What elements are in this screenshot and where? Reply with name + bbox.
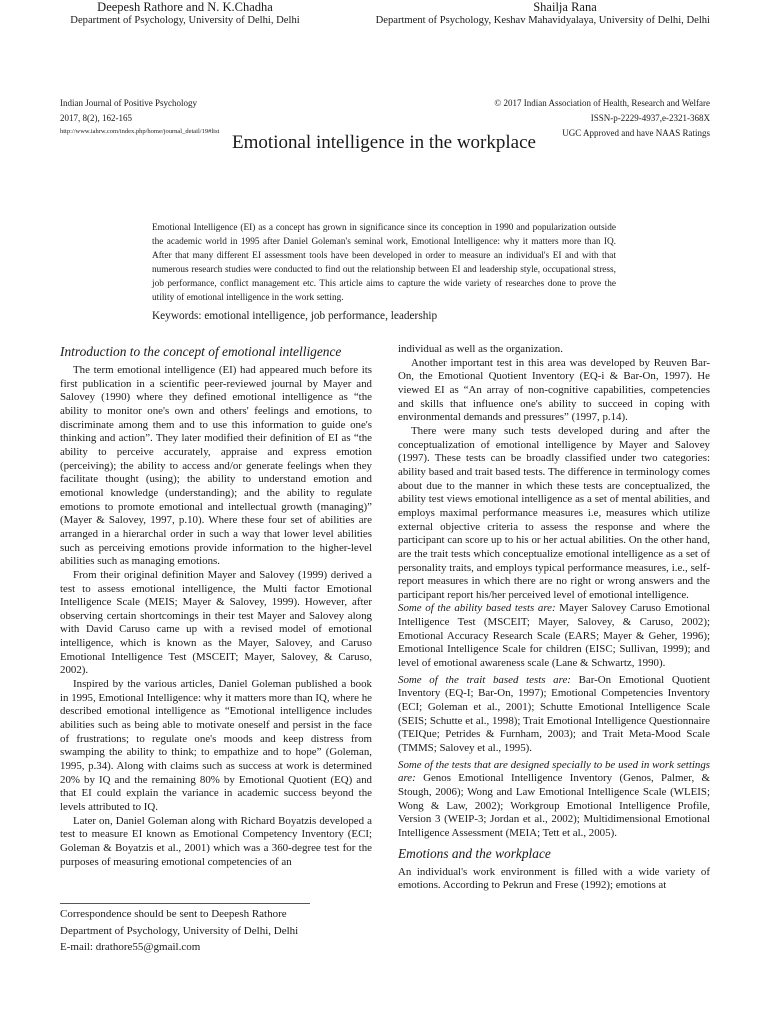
ratings: UGC Approved and have NAAS Ratings — [562, 128, 710, 138]
section-heading: Introduction to the concept of emotional intelligence — [60, 344, 342, 359]
trait-tests-paragraph — [398, 674, 710, 756]
author-block-2 — [330, 0, 710, 26]
footnote-line: Correspondence should be sent to Deepesh Rathore — [60, 908, 287, 920]
abstract: Emotional Intelligence (EI) as a concept has grown in significance since its conception in 1990 and popularization outside the academic world in 1995 after Daniel Goleman's seminal work, Emotional Intelligence: why it matters more than IQ. After that many different EI assessment tools have been developed in order to measure an individual's EI and with that numerous research studies were conducted to find out the relationship between EI and leadership style, occupational stress, job performance, conflict management etc. This article aims to capture the wide variety of researches done to prove the utility of emotional intelligence in the work setting. — [152, 223, 616, 303]
paragraph-text: Bar-On Emotional Quotient Inventory (EQ-I; Bar-On, 1997); Emotional Competencies Inventory (ECI; Goleman et al., 2001); Schutte Emotional Intelligence Scale (SEIS; Schutte et al., 1998); Trait Emotional Intelligence Questionnaire (TEIQue; Petrides & Furnham, 2003); and Trait Meta-Mood Scale (TMMS; Salovey et al., 1995). — [398, 673, 710, 755]
section-heading: Emotions and the workplace — [398, 845, 551, 861]
paragraph: Another important test in this area was developed by Reuven Bar-On, the Emotional Quotient Inventory (EQ-i & Bar-On, 1997). He viewed EI as “An array of non-cognitive capabilities, competencies and skills that influence one's ability to succeed in coping with environmental demands and pressures” (1997, p.14). — [398, 356, 710, 424]
left-column — [60, 343, 372, 869]
journal-name: Indian Journal of Positive Psychology — [60, 98, 197, 108]
author-affiliation: Department of Psychology, University of Delhi, Delhi — [70, 15, 300, 26]
author-affiliation: Department of Psychology, Keshav Mahavidyalaya, University of Delhi, Delhi — [375, 15, 710, 26]
journal-url: http://www.iahrw.com/index.php/home/journal_detail/19#list — [60, 128, 220, 135]
paragraph-lead: Some of the trait based tests are: — [398, 673, 571, 686]
copyright: © 2017 Indian Association of Health, Research and Welfare — [494, 98, 710, 108]
footnote-divider — [60, 903, 310, 904]
journal-issue: 2017, 8(2), 162-165 — [60, 113, 132, 123]
work-tests-paragraph — [398, 759, 710, 841]
paragraph-text: Genos Emotional Intelligence Inventory (Genos, Palmer, & Stough, 2006); Wong and Law Emotional Intelligence Scale (WLEIS; Wong & Law, 2002); Workgroup Emotional Intelligence Profile, Version 3 (WEIP-3; Jordan et al., 2002); Multidimensional Emotional Intelligence Assessment (MEIA; Tett et al., 2005). — [398, 772, 710, 839]
paragraph-text: Mayer Salovey Caruso Emotional Intelligence Test (MSCEIT; Mayer, Salovey, & Caruso, 2002); Emotional Accuracy Research Scale (EARS; Mayer & Geher, 1996); Emotional Intelligence Scale for children (EISC; Sullivan, 1999); and level of emotional awareness scale (Lane & Schwartz, 1990). — [398, 602, 710, 670]
paragraph: From their original definition Mayer and Salovey (1999) derived a test to assess emotional intelligence, the Multi factor Emotional Intelligence Scale (MEIS; Mayer & Salovey, 1999). However, after observing certain shortcomings in their test Mayer and Salovey along with David Caruso came up with a revised model of emotional intelligence, which is known as the Mayer, Salovey, and Caruso Emotional Intelligence Test (MSCEIT; Mayer, Salovey, & Caruso, 2002). — [60, 568, 372, 677]
paragraph-continuation: individual as well as the organization. — [398, 343, 563, 355]
paragraph-lead: Some of the tests that are designed specially to be used in work settings are: — [398, 758, 710, 785]
author-block-1 — [60, 0, 310, 26]
paragraph-lead: Some of the ability based tests are: — [398, 602, 556, 615]
footnote-email: E-mail: drathore55@gmail.com — [60, 941, 201, 953]
paragraph: An individual's work environment is filled with a wide variety of emotions. According to Pekrun and Frese (1992); emotions at — [398, 865, 710, 892]
footnote-line: Department of Psychology, University of Delhi, Delhi — [60, 924, 299, 937]
keywords: Keywords: emotional intelligence, job performance, leadership — [152, 310, 438, 322]
author-names: Deepesh Rathore and N. K.Chadha — [97, 0, 273, 14]
paper-title: Emotional intelligence in the workplace — [232, 132, 536, 153]
correspondence-footnote — [60, 906, 298, 956]
paragraph: Later on, Daniel Goleman along with Richard Boyatzis developed a test to measure EI known as Emotional Competency Inventory (ECI; Goleman & Boyatzis et al., 2001) which was a 360-degree test for the purposes of measuring emotional competencies of an — [60, 814, 372, 868]
paragraph: Inspired by the various articles, Daniel Goleman published a book in 1995, Emotional Intelligence: why it matters more than IQ, where he described emotional intelligence as “Emotional intelligence includes abilities such as being able to motivate oneself and persist in the face of frustrations; to regulate one's moods and keep distress from swamping the ability to think; to empathize and to hope” (Goleman, 1995, p.34). Along with claims such as success at work is determined 20% by IQ and the remaining 80% by Emotional Quotient (EQ) and that EI could explain the variance in academic success beyond the levels attributed to IQ. — [60, 678, 372, 813]
author-names: Shailja Rana — [533, 0, 597, 14]
issn: ISSN-p-2229-4937,e-2321-368X — [590, 113, 710, 123]
right-column — [398, 343, 710, 893]
ability-tests-paragraph — [398, 602, 710, 670]
paragraph: The term emotional intelligence (EI) had appeared much before its first publication in a scientific peer-reviewed journal by Mayer and Salovey (1990) where they defined emotional intelligence as “the ability to monitor one's own and others' feelings and emotions, to discriminate among them and to use this information to guide one's thinking and action”. They later modified their definition of EI as “the ability to perceive accurately, appraise and express emotion (perceiving); the ability to access and/or generate feelings when they facilitate thought (using); the ability to understand emotion and emotional knowledge (understanding); and the ability to regulate emotions to promote emotional and intellectual growth (managing)” (Mayer & Salovey, 1997, p.10). Where these four set of abilities are arranged in a hierarchal order in such a way that lower level abilities such as perceiving emotions provide information to the higher-level abilities such as managing emotions. — [60, 364, 372, 568]
paragraph: There were many such tests developed during and after the conceptualization of emotional intelligence by Mayer and Salovey (1997). These tests can be broadly classified under two categories: ability based and trait based tests. The difference in terminology comes about due to the manner in which these tests are conceptualized, the ability test views emotional intelligence as a set of mental abilities, and employs maximal performance measures i.e, measures which utilize external objective criteria to assess the response and where the participant can score up to his or her actual abilities. On the other hand, are the trait tests which conceptualize emotional intelligence as a set of personality traits, and employs typical performance measures, i.e., self-report measures in which there are no right or wrong answers and the participant report his/her perceived level of emotional intelligence. — [398, 424, 710, 601]
